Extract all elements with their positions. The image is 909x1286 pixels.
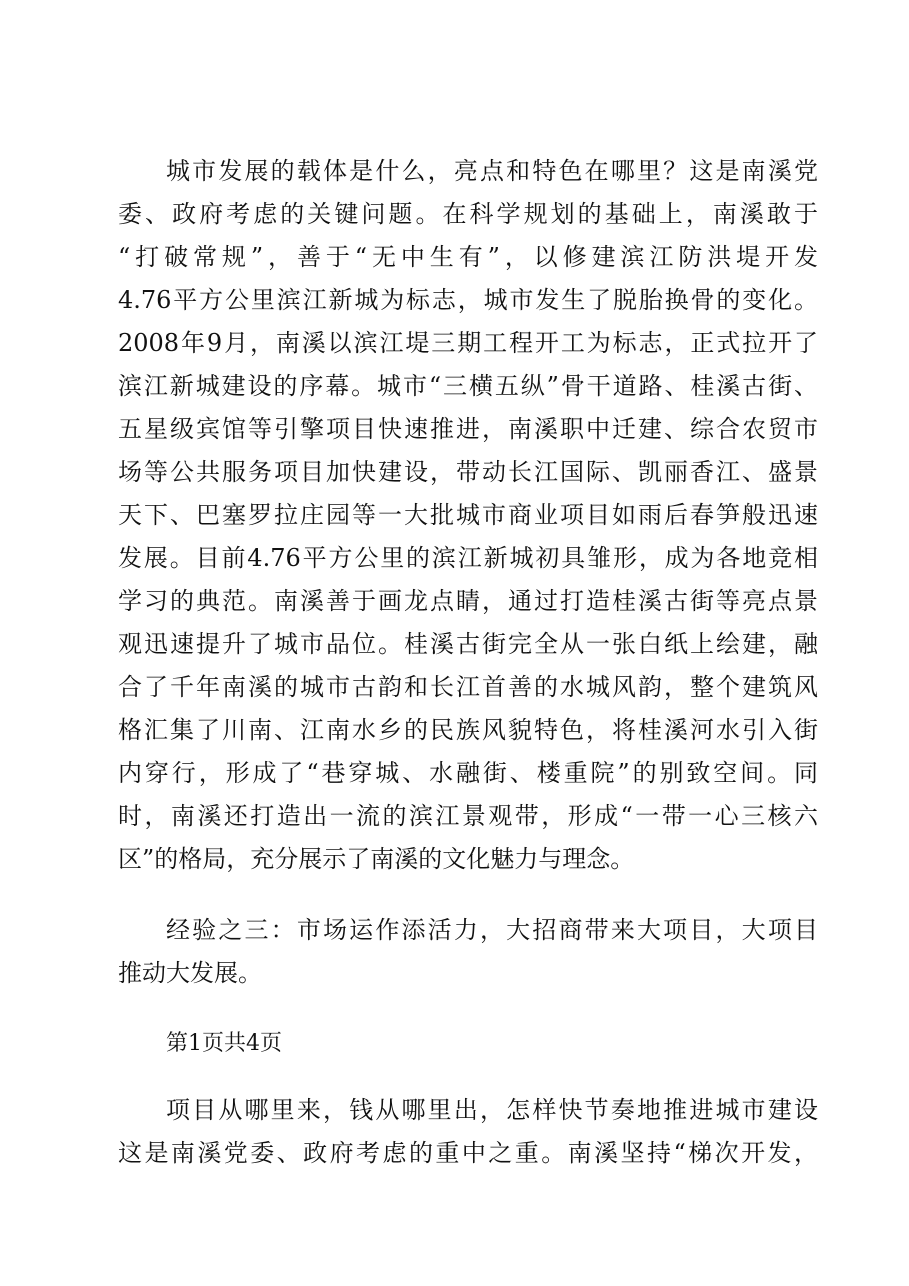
- paragraph-line: 这是南溪党委、政府考虑的重中之重。南溪坚持“梯次开发，: [118, 1139, 818, 1167]
- paragraph-line: 学习的典范。南溪善于画龙点睛，通过打造桂溪古街等亮点景: [118, 587, 818, 615]
- paragraph-line: 五星级宾馆等引擎项目快速推进，南溪职中迁建、综合农贸市: [118, 415, 818, 443]
- paragraph-line: 2008年9月，南溪以滨江堤三期工程开工为标志，正式拉开了: [118, 329, 818, 357]
- page-footer: 第1页共4页: [166, 1031, 282, 1056]
- paragraph-line: 城市发展的载体是什么，亮点和特色在哪里？这是南溪党: [166, 157, 818, 185]
- section-heading-line: 推动大发展。: [118, 959, 262, 987]
- paragraph-line: 格汇集了川南、江南水乡的民族风貌特色，将桂溪河水引入街: [118, 716, 818, 744]
- paragraph-line: 滨江新城建设的序幕。城市“三横五纵”骨干道路、桂溪古街、: [118, 372, 818, 400]
- paragraph-line: 委、政府考虑的关键问题。在科学规划的基础上，南溪敢于: [118, 200, 818, 228]
- paragraph-line: 合了千年南溪的城市古韵和长江首善的水城风韵，整个建筑风: [118, 673, 818, 701]
- paragraph-line: 内穿行，形成了“巷穿城、水融街、楼重院”的别致空间。同: [118, 759, 818, 787]
- section-heading-line: 经验之三：市场运作添活力，大招商带来大项目，大项目: [166, 916, 818, 944]
- paragraph-line: 发展。目前4.76平方公里的滨江新城初具雏形，成为各地竞相: [118, 544, 818, 572]
- paragraph-line: 区”的格局，充分展示了南溪的文化魅力与理念。: [118, 845, 635, 873]
- paragraph-line: 天下、巴塞罗拉庄园等一大批城市商业项目如雨后春笋般迅速: [118, 501, 818, 529]
- paragraph-line: 4.76平方公里滨江新城为标志，城市发生了脱胎换骨的变化。: [118, 286, 818, 314]
- paragraph-line: “打破常规”，善于“无中生有”，以修建滨江防洪堤开发: [118, 243, 818, 271]
- paragraph-line: 项目从哪里来，钱从哪里出，怎样快节奏地推进城市建设: [166, 1096, 818, 1124]
- paragraph-line: 场等公共服务项目加快建设，带动长江国际、凯丽香江、盛景: [118, 458, 818, 486]
- paragraph-line: 观迅速提升了城市品位。桂溪古街完全从一张白纸上绘建，融: [118, 630, 818, 658]
- paragraph-line: 时，南溪还打造出一流的滨江景观带，形成“一带一心三核六: [118, 802, 818, 830]
